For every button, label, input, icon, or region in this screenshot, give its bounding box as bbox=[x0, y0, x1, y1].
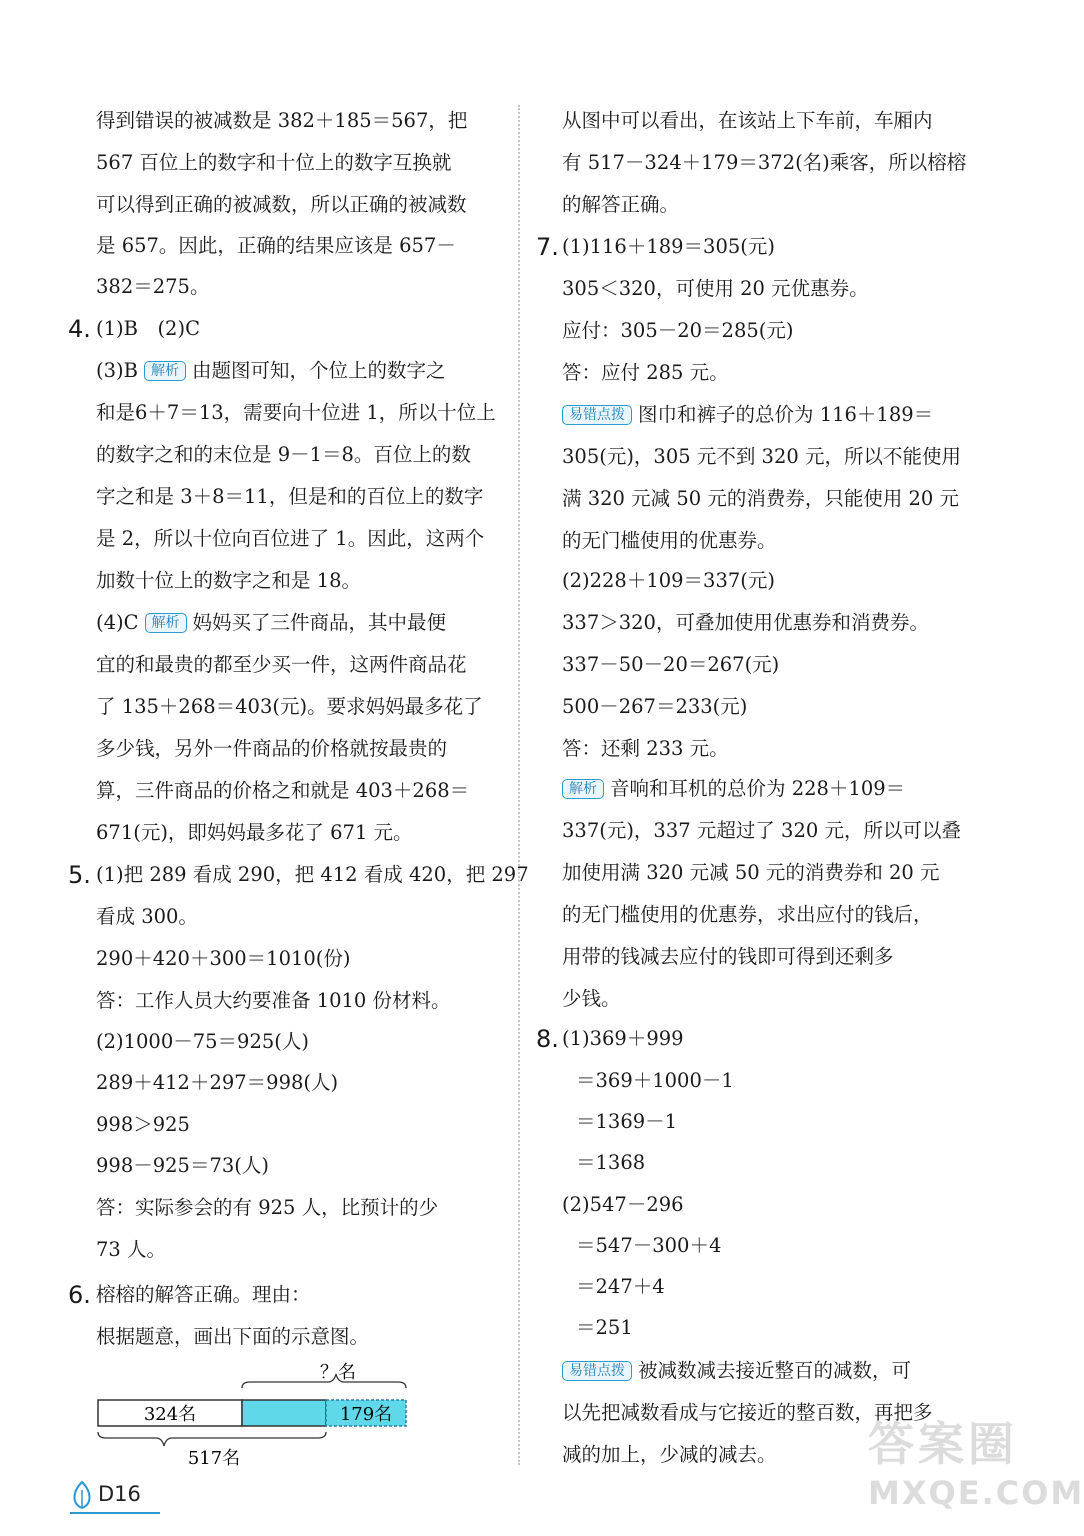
answer-label: (4)C bbox=[96, 611, 139, 634]
text-line: 看成 300。 bbox=[96, 905, 198, 928]
text-line: 是 2，所以十位向百位进了 1。因此，这两个 bbox=[96, 527, 485, 550]
text-line: 的无门槛使用的优惠券。 bbox=[562, 529, 777, 552]
text-line: 从图中可以看出，在该站上下车前，车厢内 bbox=[562, 109, 933, 132]
bottom-brace bbox=[98, 1432, 326, 1446]
text-line: 382＝275。 bbox=[96, 275, 210, 298]
text-line: 290＋420＋300＝1010(份) bbox=[96, 947, 351, 970]
text-line: ＝247＋4 bbox=[576, 1275, 665, 1298]
text-line: ＝547－300＋4 bbox=[576, 1234, 722, 1257]
text-line: 500－267＝233(元) bbox=[562, 695, 748, 718]
error-tip-tag: 易错点拨 bbox=[562, 405, 632, 425]
text-line: 得到错误的被减数是 382＋185＝567，把 bbox=[96, 109, 468, 132]
segment-right-label: 179名 bbox=[339, 1404, 393, 1425]
segment-middle bbox=[242, 1400, 326, 1426]
text-line: ＝251 bbox=[576, 1316, 633, 1339]
text-line bbox=[562, 774, 905, 804]
analysis-tag: 解析 bbox=[562, 779, 604, 799]
text-span: 由题图可知，个位上的数字之 bbox=[191, 359, 446, 382]
text-span: 被减数减去接近整百的减数，可 bbox=[638, 1359, 912, 1382]
question-number: 6. bbox=[68, 1281, 91, 1309]
bus-diagram bbox=[90, 1360, 420, 1470]
text-line: ＝1368 bbox=[576, 1151, 646, 1174]
question-number: 7. bbox=[536, 233, 559, 261]
text-line: (2)228＋109＝337(元) bbox=[562, 569, 775, 592]
text-line: 应付：305－20＝285(元) bbox=[562, 319, 794, 342]
text-line: 的数字之和的末位是 9－1＝8。百位上的数 bbox=[96, 443, 471, 466]
text-line: 满 320 元减 50 元的消费券，只能使用 20 元 bbox=[562, 487, 960, 510]
text-line: 和是6＋7＝13，需要向十位进 1，所以十位上 bbox=[96, 401, 496, 424]
text-line bbox=[562, 1356, 911, 1386]
text-line bbox=[562, 400, 933, 430]
text-line: 305＜320，可使用 20 元优惠券。 bbox=[562, 277, 869, 300]
error-tip-tag: 易错点拨 bbox=[562, 1361, 632, 1381]
text-line: 加使用满 320 元减 50 元的消费券和 20 元 bbox=[562, 861, 940, 884]
text-line: 可以得到正确的被减数，所以正确的被减数 bbox=[96, 193, 467, 216]
text-line: 337＞320，可叠加使用优惠券和消费券。 bbox=[562, 611, 929, 634]
question-number: 5. bbox=[68, 861, 91, 889]
text-line: (2)547－296 bbox=[562, 1193, 684, 1216]
text-line: (2)1000－75＝925(人) bbox=[96, 1030, 309, 1053]
text-line: 答：还剩 233 元。 bbox=[562, 737, 729, 760]
text-line: 998－925＝73(人) bbox=[96, 1154, 269, 1177]
text-line: 有 517－324＋179＝372(名)乘客，所以榕榕 bbox=[562, 151, 967, 174]
text-line: 答：工作人员大约要准备 1010 份材料。 bbox=[96, 989, 451, 1012]
text-line: ＝1369－1 bbox=[576, 1110, 678, 1133]
text-line: 宜的和最贵的都至少买一件，这两件商品花 bbox=[96, 653, 467, 676]
question-number: 8. bbox=[536, 1025, 559, 1053]
text-span: 图巾和裤子的总价为 116＋189＝ bbox=[638, 403, 934, 426]
text-line: 337－50－20＝267(元) bbox=[562, 653, 780, 676]
text-line: 337(元)，337 元超过了 320 元，所以可以叠 bbox=[562, 819, 961, 842]
question-number: 4. bbox=[68, 315, 91, 343]
text-line: ＝369＋1000－1 bbox=[576, 1069, 734, 1092]
text-line: (1)369＋999 bbox=[562, 1027, 684, 1050]
text-line: 答：实际参会的有 925 人，比预计的少 bbox=[96, 1196, 439, 1219]
text-line: 289＋412＋297＝998(人) bbox=[96, 1071, 339, 1094]
watermark-logo: 答案圈 bbox=[868, 1417, 1018, 1471]
text-line: (1)116＋189＝305(元) bbox=[562, 235, 775, 258]
text-line: 的解答正确。 bbox=[562, 193, 680, 216]
text-line: 了 135＋268＝403(元)。要求妈妈最多花了 bbox=[96, 695, 483, 718]
text-line: 998＞925 bbox=[96, 1113, 190, 1136]
text-line: 字之和是 3＋8＝11，但是和的百位上的数字 bbox=[96, 485, 484, 508]
text-line: 73 人。 bbox=[96, 1238, 167, 1261]
text-line: 的无门槛使用的优惠券，求出应付的钱后， bbox=[562, 903, 933, 926]
text-line: 榕榕的解答正确。理由： bbox=[96, 1283, 311, 1306]
footer-rule bbox=[70, 1512, 160, 1514]
text-line: (1)把 289 看成 290，把 412 看成 420，把 297 bbox=[96, 863, 529, 886]
answer-label: (3)B bbox=[96, 359, 138, 382]
text-line: 加数十位上的数字之和是 18。 bbox=[96, 569, 362, 592]
text-line: 是 657。因此，正确的结果应该是 657－ bbox=[96, 234, 456, 257]
text-line: 根据题意，画出下面的示意图。 bbox=[96, 1325, 370, 1348]
text-line: 用带的钱减去应付的钱即可得到还剩多 bbox=[562, 945, 894, 968]
text-line: 减的加上，少减的减去。 bbox=[562, 1443, 777, 1466]
text-line: 以先把减数看成与它接近的整百数，再把多 bbox=[562, 1401, 933, 1424]
text-line: 多少钱，另外一件商品的价格就按最贵的 bbox=[96, 737, 448, 760]
text-line: 算，三件商品的价格之和就是 403＋268＝ bbox=[96, 779, 470, 802]
text-line: (1)B (2)C bbox=[96, 317, 200, 340]
column-divider bbox=[518, 105, 520, 1465]
text-line: 答：应付 285 元。 bbox=[562, 361, 729, 384]
text-line bbox=[96, 608, 446, 638]
text-span: 音响和耳机的总价为 228＋109＝ bbox=[610, 777, 906, 800]
text-line: 671(元)，即妈妈最多花了 671 元。 bbox=[96, 821, 413, 844]
watermark-url: MXQE.COM bbox=[868, 1474, 1084, 1512]
text-line: 305(元)，305 元不到 320 元，所以不能使用 bbox=[562, 445, 961, 468]
segment-left-label: 324名 bbox=[143, 1404, 197, 1425]
text-line: 少钱。 bbox=[562, 987, 621, 1010]
top-label: ？名 bbox=[320, 1362, 356, 1383]
page-number: D16 bbox=[98, 1482, 141, 1506]
leaf-icon bbox=[70, 1478, 94, 1512]
text-span: 妈妈买了三件商品，其中最便 bbox=[192, 611, 447, 634]
text-line: 567 百位上的数字和十位上的数字互换就 bbox=[96, 151, 452, 174]
analysis-tag: 解析 bbox=[144, 361, 186, 381]
bottom-label: 517名 bbox=[187, 1448, 241, 1469]
text-line bbox=[96, 356, 445, 386]
analysis-tag: 解析 bbox=[145, 613, 187, 633]
